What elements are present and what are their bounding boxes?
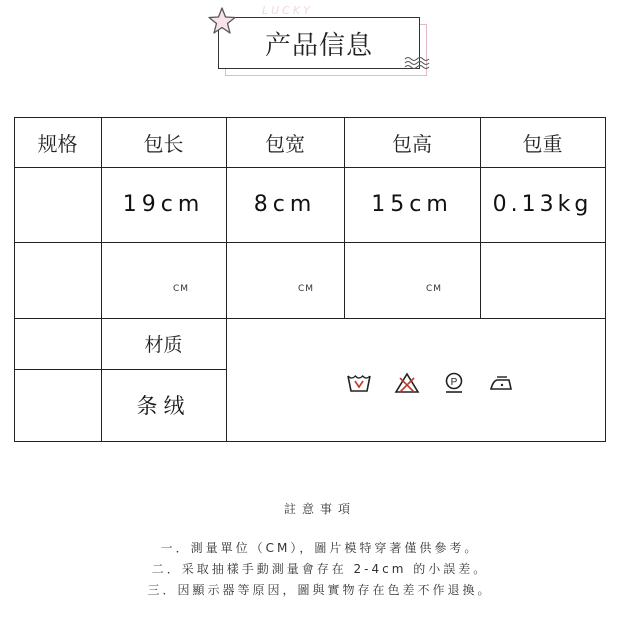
wave-icon (404, 56, 430, 70)
banner-watermark: LUCKY (262, 4, 313, 17)
note-line-3: 三．因顯示器等原因，圖與實物存在色差不作退換。 (147, 583, 493, 597)
material-label: 材质 (144, 334, 183, 356)
unit-length: CM (172, 284, 190, 294)
notes-title: 註意事項 (283, 502, 356, 516)
unit-width: CM (297, 284, 315, 294)
value-weight: 0.13kg (492, 192, 593, 217)
note-line-2: 二．采取抽樣手動測量會存在 2-4cm 的小誤差。 (151, 562, 489, 576)
header-width: 包宽 (265, 131, 305, 156)
table-border (605, 117, 606, 442)
material-value: 条绒 (136, 394, 191, 418)
table-border (14, 441, 606, 442)
value-width: 8cm (253, 192, 317, 217)
hand-wash-icon (346, 372, 372, 394)
dry-clean-p-icon (442, 372, 466, 394)
value-length: 19cm (122, 192, 205, 217)
spec-table (14, 117, 606, 442)
header-spec: 规格 (37, 131, 78, 156)
note-line-1: 一．測量單位（CM），圖片模特穿著僅供參考。 (160, 541, 480, 555)
no-bleach-icon (394, 372, 420, 394)
header-weight: 包重 (522, 131, 563, 156)
page-title-banner (218, 17, 420, 69)
value-height: 15cm (371, 192, 453, 217)
header-length: 包长 (143, 131, 184, 156)
star-icon (207, 6, 237, 36)
header-height: 包高 (392, 131, 432, 156)
unit-height: CM (425, 284, 443, 294)
iron-icon (488, 372, 514, 394)
page-title: 产品信息 (264, 30, 373, 61)
care-icons (346, 372, 514, 394)
svg-text:P: P (450, 377, 458, 388)
